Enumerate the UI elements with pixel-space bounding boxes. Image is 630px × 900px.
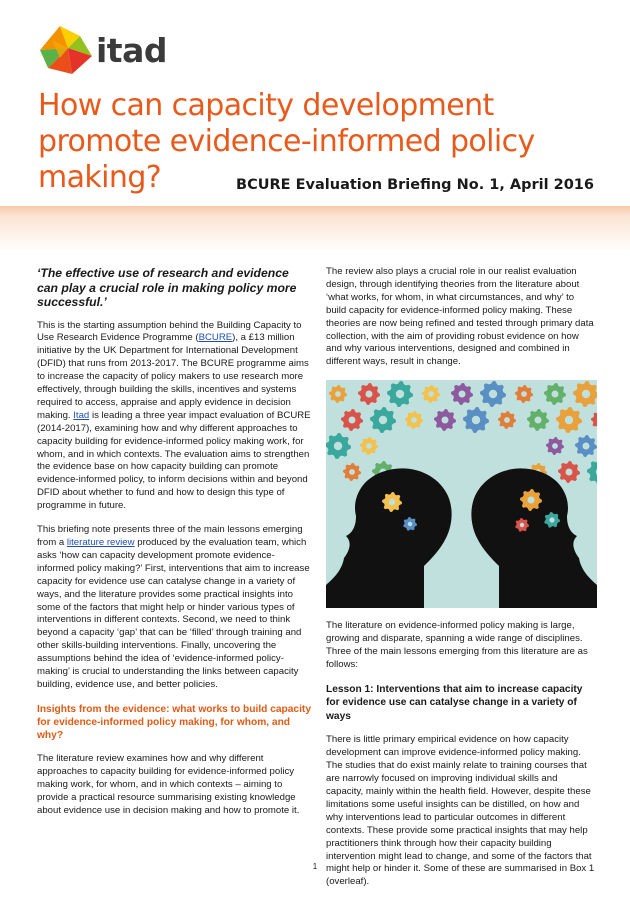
- lesson-1-heading: Lesson 1: Interventions that aim to increase capacity for evidence use can catalyse change in a variety of ways: [326, 683, 583, 722]
- gear-hole: [389, 499, 395, 505]
- intro-paragraph: [37, 320, 312, 514]
- realist-paragraph: The review also plays a crucial role in our realist evaluation design, through identifying theories from the literature about ‘what works, for whom, in what circumstances, and why’ to build capacity for evidence-informed policy making. These theories are now being refined and tested through primary data collection, with the aim of providing robust evidence on how and why various interventions, designed and combined in different ways, result in change.: [326, 266, 594, 368]
- briefing-subtitle: BCURE Evaluation Briefing No. 1, April 2016: [236, 177, 594, 193]
- gear-hole: [565, 416, 573, 424]
- gears-heads-illustration: [326, 380, 597, 608]
- gear-hole: [552, 443, 558, 449]
- gear-hole: [528, 497, 535, 504]
- gear-hole: [582, 390, 590, 398]
- gear-hole: [335, 391, 341, 397]
- intro-text-2: ), a £13 million initiative by the UK Department for International Development (DFID) that runs from 2013-2017. The BCURE programme aims to increase the capacity of policy makers to use research more effectively, through building the skills, incentives and systems required to access, appraise and apply evidence in decision making.: [37, 332, 309, 421]
- briefing-text-2: produced by the evaluation team, which asks ‘how can capacity development promote evidence-informed policy making?’ First, interventions that aim to increase capacity for evidence use can catalyse change in a variety of ways, and the literature provides some practical insights into some of the factors that might help or hinder various types of interventions in different contexts. Second, we need to think beyond a capacity ‘gap’ that can be ‘filled’ through training and other skills-building interventions. Finally, uncovering the assumptions behind the idea of ‘evidence-informed policy-making’ is crucial to understanding the links between capacity building, evidence use, and better policies.: [37, 537, 310, 690]
- opening-quote: ‘The effective use of research and evidence can play a crucial role in making policy more successful.’: [37, 266, 297, 309]
- gear-hole: [379, 416, 387, 424]
- gear-hole: [552, 391, 559, 398]
- itad-logo-icon: [38, 22, 94, 78]
- gear-hole: [520, 523, 524, 527]
- gear-hole: [583, 443, 590, 450]
- gear-hole: [521, 391, 527, 397]
- review-paragraph: The literature review examines how and why different approaches to capacity building for evidence-informed policy making work, for whom, and in which contexts – aiming to provide a practical resource summarising existing knowledge about evidence use in decision making and how to promote it.: [37, 753, 300, 817]
- gear-hole: [442, 417, 449, 424]
- header-divider: [0, 206, 630, 252]
- gear-hole: [428, 391, 434, 397]
- literature-paragraph: The literature on evidence-informed policy making is large, growing and disparate, spanning a wide range of disciplines. Three of the main lessons emerging from this literature are as follows:: [326, 620, 588, 670]
- bcure-link[interactable]: BCURE: [198, 332, 233, 344]
- gear-hole: [411, 417, 417, 423]
- gear-hole: [489, 390, 497, 398]
- gear-hole: [504, 417, 510, 423]
- gear-hole: [459, 391, 466, 398]
- intro-text-3: is leading a three year impact evaluation of BCURE (2014-2017), examining how and why different approaches to capacity building for evidence-informed policy making work, for whom, and in which contexts. The evaluation aims to strengthen the evidence base on how capacity building can promote evidence-informed policy, to inform decisions within and beyond DFID about whether to fund and how to design this type of programme in future.: [37, 409, 311, 512]
- briefing-text-1: This briefing note presents three of the main lessons emerging from a: [37, 524, 303, 548]
- briefing-paragraph: [37, 524, 312, 692]
- gear-hole: [366, 443, 372, 449]
- gear-hole: [349, 417, 356, 424]
- literature-review-link[interactable]: literature review: [66, 537, 135, 548]
- gear-hole: [535, 417, 542, 424]
- itad-logo: [38, 22, 168, 78]
- itad-link[interactable]: Itad: [73, 409, 90, 421]
- gear-hole: [549, 518, 554, 523]
- lesson-1-paragraph: There is little primary empirical evidence on how capacity development can improve evidence-informed policy making. The studies that do exist mainly relate to training courses that are narrowly focused on improving individual skills and capacity, mainly within the health field. However, despite these limitations some useful insights can be distilled, on how and why interventions lead to particular outcomes in different contexts. These provide some practical insights that may help practitioners think through how their capacity building intervention might lead to change, and some of the factors that might help or hinder it. Some of these are summarised in Box 1 (overleaf).: [326, 734, 595, 888]
- right-column: [326, 266, 597, 900]
- gear-hole: [408, 522, 412, 526]
- page-number: 1: [312, 862, 318, 871]
- gear-hole: [349, 469, 355, 475]
- gear-hole: [396, 390, 404, 398]
- left-column: [37, 266, 312, 829]
- intro-text-1: This is the starting assumption behind the Building Capacity to Use Research Evidence Programme (: [37, 319, 302, 344]
- gear-hole: [472, 416, 480, 424]
- logo-wordmark: itad: [96, 31, 167, 70]
- page-title: How can capacity development promote evidence-informed policy making?: [38, 88, 535, 195]
- gear-hole: [366, 391, 373, 398]
- insights-heading: Insights from the evidence: what works to build capacity for evidence-informed policy making, for whom, and why?: [37, 703, 311, 742]
- gear-hole: [334, 442, 342, 450]
- gear-hole: [566, 469, 573, 476]
